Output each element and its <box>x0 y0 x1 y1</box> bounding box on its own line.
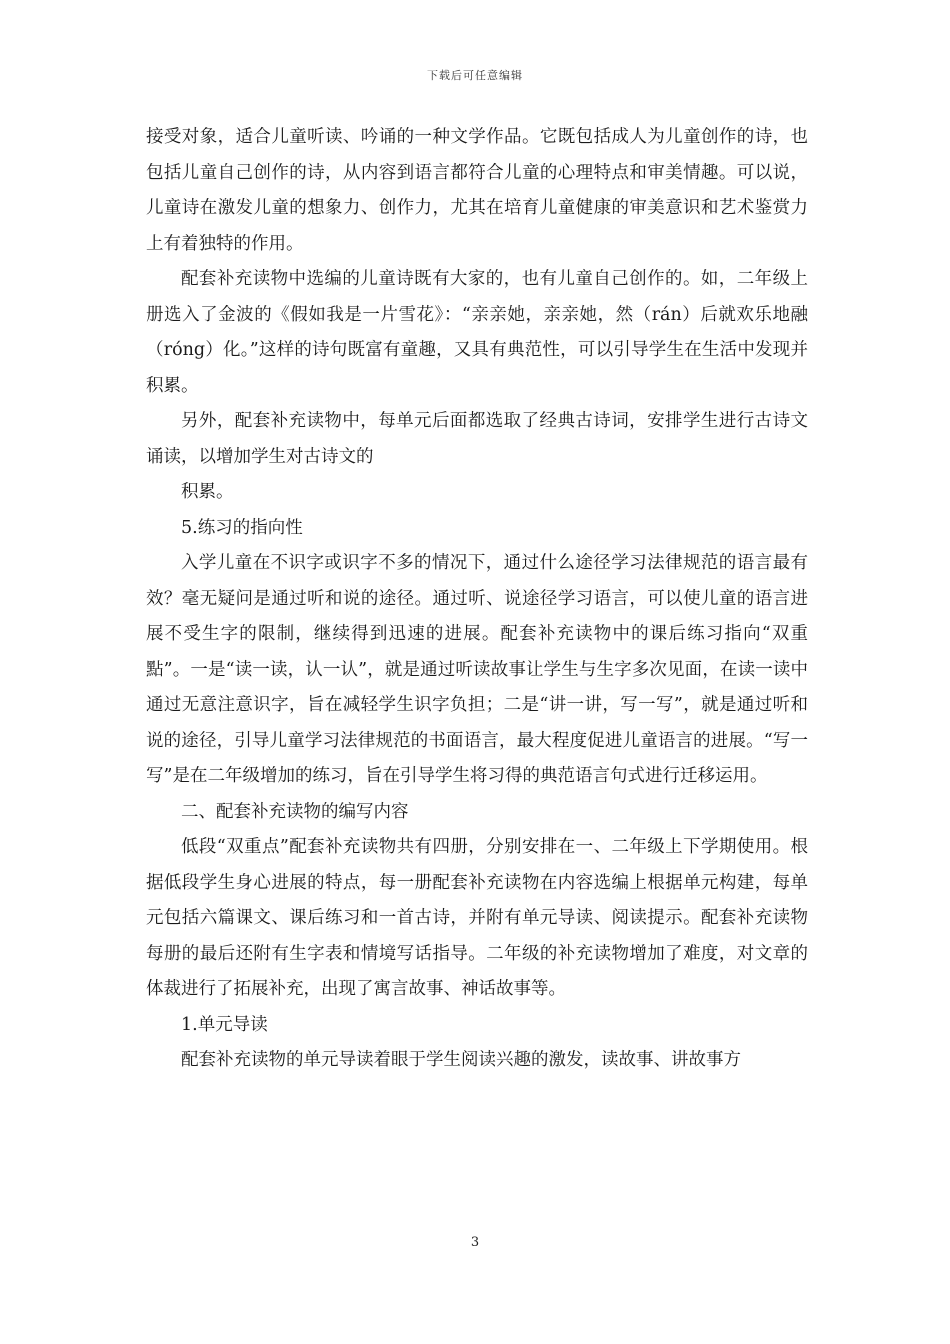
paragraph: 配套补充读物中选编的儿童诗既有大家的，也有儿童自己创作的。如，二年级上册选入了金波的《假如我是一片雪花》：“亲亲她，亲亲她，然（rán）后就欢乐地融（róng）化。”这样的诗句既富有童趣，又具有典范性，可以引导学生在生活中发现并积累。 <box>146 269 808 396</box>
document-body <box>146 120 808 1079</box>
section-heading: 二、配套补充读物的编写内容 <box>181 801 409 822</box>
section-heading: 1.单元导读 <box>181 1014 268 1035</box>
paragraph: 接受对象，适合儿童听读、吟诵的一种文学作品。它既包括成人为儿童创作的诗，也包括儿童自己创作的诗，从内容到语言都符合儿童的心理特点和审美情趣。可以说，儿童诗在激发儿童的想象力、创作力，尤其在培育儿童健康的审美意识和艺术鉴赏力上有着独特的作用。 <box>146 127 808 254</box>
section-heading: 5.练习的指向性 <box>181 517 303 538</box>
paragraph: 积累。 <box>181 482 234 502</box>
paragraph: 另外，配套补充读物中，每单元后面都选取了经典古诗词，安排学生进行古诗文诵读，以增加学生对古诗文的 <box>146 411 808 467</box>
page-header: 下载后可任意编辑 <box>427 69 523 82</box>
page-number: 3 <box>470 1235 480 1250</box>
paragraph: 配套补充读物的单元导读着眼于学生阅读兴趣的激发，读故事、讲故事方 <box>181 1050 741 1070</box>
paragraph: 入学儿童在不识字或识字不多的情况下，通过什么途径学习法律规范的语言最有效？毫无疑问是通过听和说的途径。通过听、说途径学习语言，可以使儿童的语言进展不受生字的限制，继续得到迅速的进展。配套补充读物中的课后练习指向“双重點”。一是“读一读，认一认”，就是通过听读故事让学生与生字多次见面，在读一读中通过无意注意识字，旨在减轻学生识字负担；二是“讲一讲，写一写”，就是通过听和说的途径，引导儿童学习法律规范的书面语言，最大程度促进儿童语言的进展。“写一写”是在二年级增加的练习，旨在引导学生将习得的典范语言句式进行迁移运用。 <box>146 553 808 786</box>
paragraph: 低段“双重点”配套补充读物共有四册，分别安排在一、二年级上下学期使用。根据低段学生身心进展的特点，每一册配套补充读物在内容选编上根据单元构建，每单元包括六篇课文、课后练习和一首古诗，并附有单元导读、阅读提示。配套补充读物每册的最后还附有生字表和情境写话指导。二年级的补充读物增加了难度，对文章的体裁进行了拓展补充，出现了寓言故事、神话故事等。 <box>146 837 808 999</box>
